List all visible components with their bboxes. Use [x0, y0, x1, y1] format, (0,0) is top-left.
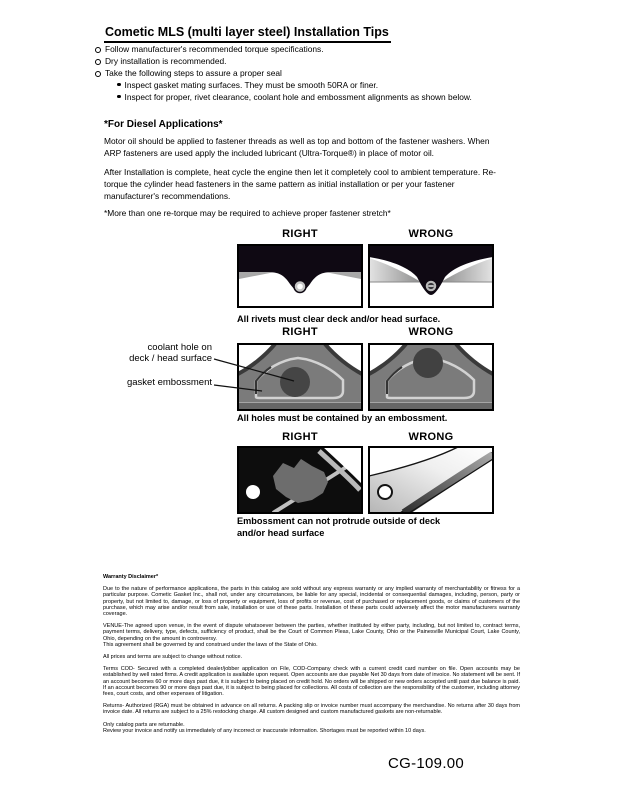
caption-line1: Embossment can not protrude outside of deck: [237, 516, 441, 526]
open-bullet-icon: [95, 47, 101, 53]
prices-notice: All prices and terms are subject to change without notice.: [103, 654, 243, 661]
list-item-text: Inspect for proper, rivet clearance, coolant hole and embossment alignments as shown below.: [124, 92, 472, 102]
embossment-right-diagram: [237, 446, 363, 514]
right-label: RIGHT: [282, 228, 318, 240]
retorque-note: *More than one re-torque may be required to achieve proper fastener stretch*: [104, 208, 391, 218]
filled-bullet-icon: [117, 95, 121, 99]
list-item-text: Inspect gasket mating surfaces. They must be smooth 50RA or finer.: [124, 80, 379, 90]
page-code: CG-109.00: [388, 755, 465, 772]
coolant-hole-label-line1: coolant hole on: [147, 342, 212, 353]
rivet-right-diagram: [237, 244, 363, 308]
governing-law-text: This agreement shall be governed by and construed under the laws of the State of Ohio.: [103, 641, 318, 648]
embossment-wrong-diagram: [368, 446, 494, 514]
returns-paragraph: Returns- Authorized (RGA) must be obtained in advance on all returns. A packing slip or invoice number must accompany the merchandise. No returns after 30 days from invoice date. All returns are subject to a 25% restocking charge. All custom designed and custom manufactured gaskets are non-returnable.: [103, 703, 520, 716]
list-item-text: Take the following steps to assure a proper seal: [105, 68, 282, 78]
coolant-hole-icon: [280, 367, 310, 397]
right-label: RIGHT: [282, 326, 318, 338]
gasket-embossment-label: gasket embossment: [126, 377, 212, 388]
invoice-review-text: Review your invoice and notify us immediately of any incorrect or inaccurate information. Shortages must be reported within 10 days.: [103, 727, 426, 734]
wrong-label: WRONG: [408, 326, 454, 338]
warranty-heading: Warranty Disclaimer*: [103, 574, 159, 580]
warranty-paragraph: Due to the nature of performance applications, the parts in this catalog are sold without any express warranty or any implied warranty of merchantability or fitness for a particular purpose. Cometic Gasket Inc., shall not, under any circumstances, be liable for any special, incidental or consequential damages, including, person, party or property, but not limited to, damage, or loss of property or equipment, loss of profits or revenue, cost of purchased or replacement goods, or claims of customers of the purchase, which may arise and/or result from sale, installation or use of these parts. Installation of these parts could adversely affect the motor manufacturers warranty coverage.: [103, 586, 520, 618]
bolt-hole-icon: [378, 485, 392, 499]
wrong-label: WRONG: [408, 431, 454, 443]
rivet-wrong-diagram: [368, 244, 494, 308]
list-sub-item: [117, 80, 567, 90]
wrong-label: WRONG: [408, 228, 454, 240]
caption-line2: and/or head surface: [237, 527, 325, 538]
terms-paragraph: Terms COD- Secured with a completed dealer/jobber application on File, COD-Company check with a current credit card number on file. Open accounts may be established by well rated firms. A credit application is available upon request. Open accounts are due payable Net 30 days from date of invoice. No statement will be sent. If an account becomes 60 or more days past due, it is subject to being placed on credit hold. No orders will be shipped or new orders accepted until past due balance is paid. If an account becomes 90 or more days past due, it is subject to being placed for collections. All costs of collection are the responsibility of the customer, including attorney fees, court costs, and other expenses of litigation.: [103, 666, 521, 698]
list-item: [95, 68, 565, 78]
diagram-caption-rivets: All rivets must clear deck and/or head surface.: [237, 314, 441, 324]
open-bullet-icon: [95, 71, 101, 77]
bolt-hole-icon: [246, 485, 260, 499]
list-item-text: Dry installation is recommended.: [105, 56, 227, 66]
list-item: [95, 44, 565, 54]
right-label: RIGHT: [282, 431, 318, 443]
page-title: Cometic MLS (multi layer steel) Installation Tips: [104, 25, 391, 43]
returnable-text: Only catalog parts are returnable.: [103, 721, 185, 728]
list-item: [95, 56, 565, 66]
filled-bullet-icon: [117, 83, 121, 87]
list-sub-item: [117, 92, 567, 102]
diagram-caption-embossment: [237, 516, 440, 539]
coolant-wrong-diagram: [368, 343, 494, 411]
coolant-hole-icon: [413, 348, 443, 378]
warranty-disclaimer: [103, 574, 520, 740]
diesel-paragraph-2: After Installation is complete, heat cycle the engine then let it completely cool to ambient temperature. Re-torque the cylinder head fasteners in the same pattern as initial installation or per your fastener manufacturer's recommendations.: [104, 167, 496, 201]
catalog-returns-note: [103, 722, 520, 734]
open-bullet-icon: [95, 59, 101, 65]
venue-paragraph: [103, 623, 520, 648]
venue-text: VENUE-The agreed upon venue, in the event of dispute whatsoever between the parties, whether instituted by either party, including, but not limited to, contract terms, payment terms, delivery, type, defects, sufficiency of product, shall be the Court of Common Pleas, Lake County, Ohio or the Painesville Municipal Court, Lake County, Ohio, depending on the amount in controversy.: [103, 623, 520, 642]
coolant-hole-label-line2: deck / head surface: [129, 352, 212, 364]
coolant-right-diagram: [237, 343, 363, 411]
diesel-paragraph-1: Motor oil should be applied to fastener threads as well as top and bottom of the fastener washers. When ARP fasteners are used apply the included lubricant (Ultra-Torque®) in place of motor oil.: [104, 136, 490, 158]
list-item-text: Follow manufacturer's recommended torque specifications.: [105, 44, 324, 54]
coolant-hole-label: [108, 343, 212, 364]
diesel-section-heading: *For Diesel Applications*: [104, 119, 223, 130]
diagram-caption-holes: All holes must be contained by an embossment.: [237, 413, 448, 423]
